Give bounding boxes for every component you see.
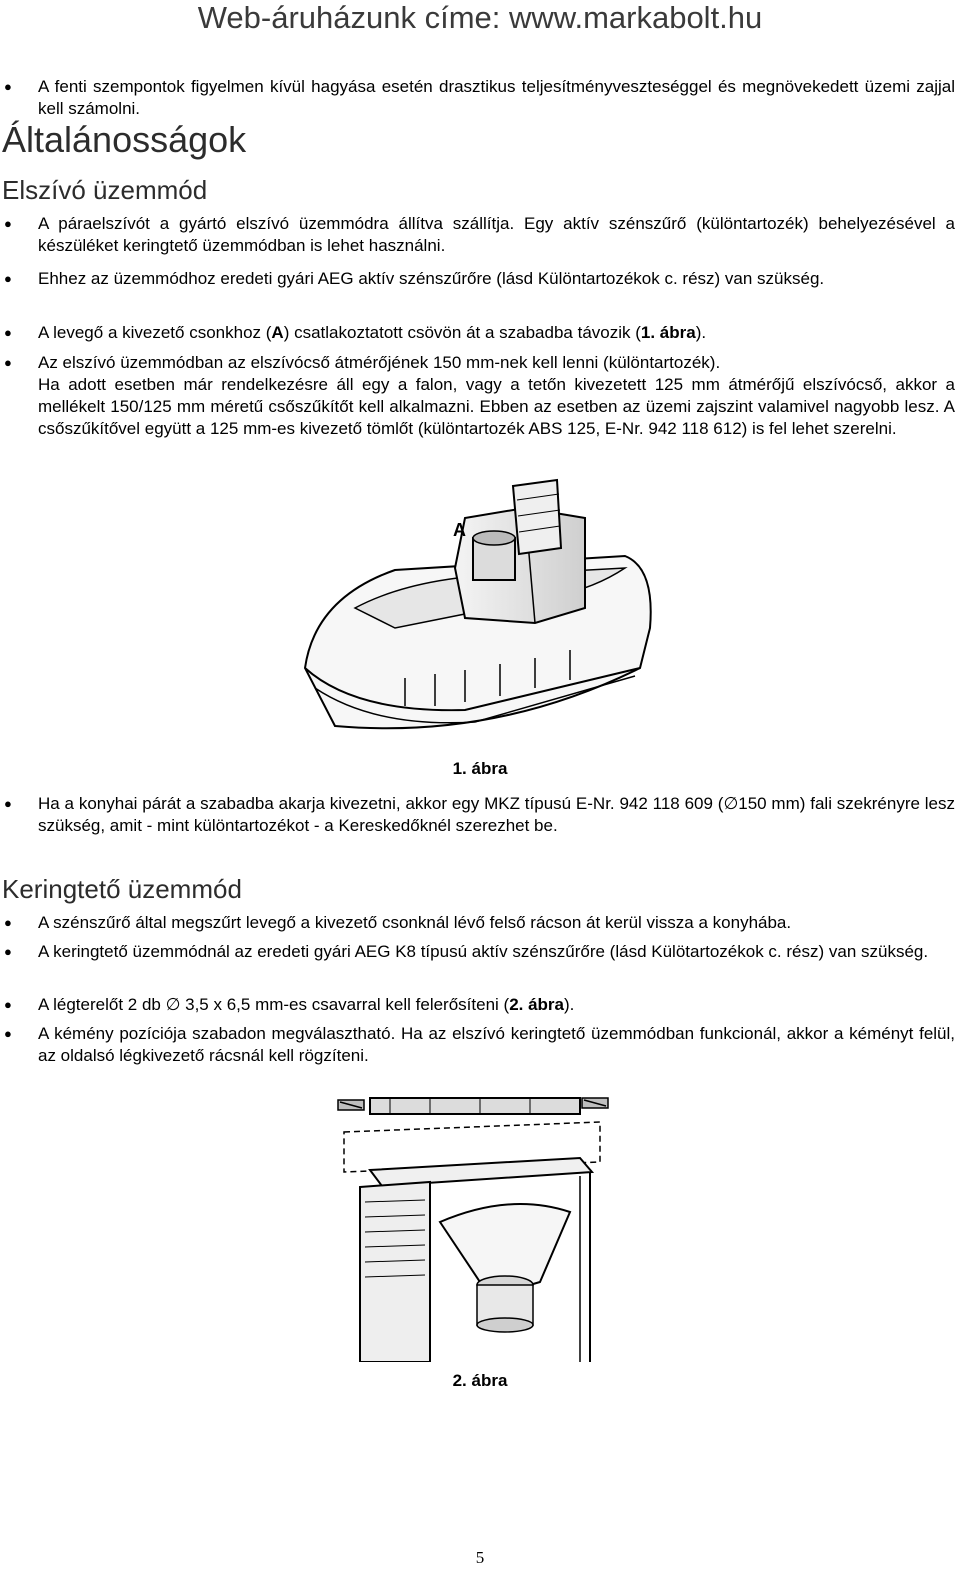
bullet-icon: ●	[4, 944, 12, 959]
figure-1-caption: 1. ábra	[452, 759, 508, 778]
diameter-icon: ∅	[723, 794, 739, 813]
page-number: 5	[475, 1548, 485, 1567]
site-header: Web-áruházunk címe: www.markabolt.hu	[197, 0, 763, 35]
bullet-text: A levegő a kivezető csonkhoz (A) csatlakoztatott csövön át a szabadba távozik (1. ábra).	[38, 323, 707, 342]
bullet-text: A keringtető üzemmódnál az eredeti gyári AEG K8 típusú aktív szénszűrőre (lásd Külötartozékok c. rész) van szükség.	[38, 942, 929, 961]
figure-2-drawing	[330, 1092, 630, 1362]
bullet-text: Ehhez az üzemmódhoz eredeti gyári AEG aktív szénszűrőre (lásd Különtartozékok c. rész) van szükség.	[38, 269, 825, 288]
bullet-text: A szénszűrő által megszűrt levegő a kivezető csonknál lévő felső rácson át kerül vissza a konyhába.	[38, 913, 792, 932]
bullet-icon: ●	[4, 355, 12, 370]
section-subtitle-exhaust: Elszívó üzemmód	[2, 175, 208, 205]
bullet-icon: ●	[4, 796, 12, 811]
figure-label-a: A	[453, 520, 466, 540]
section-title-general: Általánosságok	[2, 119, 247, 160]
bullet-icon: ●	[4, 271, 12, 286]
bullet-text: A kémény pozíciója szabadon megválasztható. Ha az elszívó keringtető üzemmódban funkcionál, akkor a kéményt felül, az oldalsó légkivezető rácsnál kell rögzíteni.	[38, 1024, 955, 1065]
bullet-text: Az elszívó üzemmódban az elszívócső átmérőjének 150 mm-nek kell lenni (különtartozék).	[38, 353, 721, 372]
section-title-recirculation: Keringtető üzemmód	[2, 874, 242, 904]
continuation-paragraph: Ha adott esetben már rendelkezésre áll egy a falon, vagy a tetőn kivezetett 125 mm átmérőjű elszívócső, akkor a mellékelt 150/125 mm méretű csőszűkítőt kell alkalmazni. Ebben az esetben az üzemi zajszint valamivel nagyobb lesz. A csőszűkítővel együtt a 125 mm-es kivezető tömlőt (különtartozék ABS 125, E-Nr. 942 118 612) is fel lehet szerelni.	[38, 375, 955, 438]
bullet-text: A páraelszívót a gyártó elszívó üzemmódra állítva szállítja. Egy aktív szénszűrő (különtartozék) behelyezésével a készüléket keringtető üzemmódban is lehet használni.	[38, 214, 955, 255]
bullet-icon: ●	[4, 1026, 12, 1041]
bullet-icon: ●	[4, 997, 12, 1012]
bullet-text: A fenti szempontok figyelmen kívül hagyása esetén drasztikus teljesítményveszteséggel és megnövekedett üzemi zajjal kell számolni.	[38, 77, 955, 118]
diameter-icon: ∅	[165, 995, 181, 1014]
figure-2-caption: 2. ábra	[452, 1371, 508, 1390]
bullet-text: A légterelőt 2 db ∅ 3,5 x 6,5 mm-es csavarral kell felerősíteni (2. ábra).	[38, 995, 575, 1014]
bullet-icon: ●	[4, 915, 12, 930]
bullet-icon: ●	[4, 216, 12, 231]
figure-1-drawing	[295, 478, 675, 750]
bullet-icon: ●	[4, 79, 12, 94]
bullet-text: Ha a konyhai párát a szabadba akarja kivezetni, akkor egy MKZ típusú E-Nr. 942 118 609 (∅150 mm) fali szekrényre lesz szükség, amit - mint különtartozékot - a Kereskedőknél szerezhet be.	[38, 794, 955, 835]
bullet-icon: ●	[4, 325, 12, 340]
